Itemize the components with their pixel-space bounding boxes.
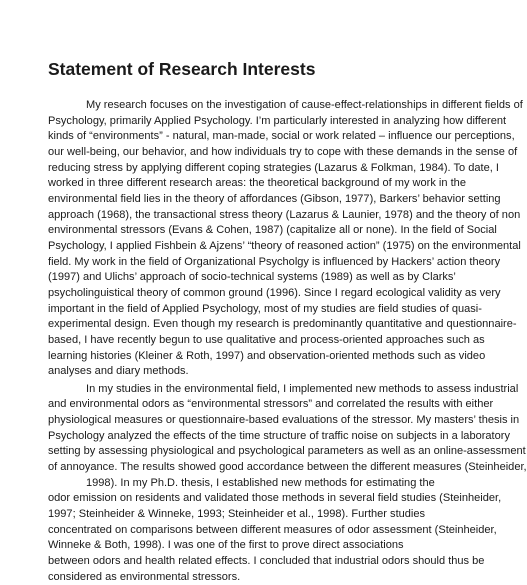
text-line: psycholinguistical theory of common ground (1996). Since I regard ecological validity as very <box>48 286 501 299</box>
text-line: field. My work in the field of Organizational Psycholgy is influenced by Hackers’ action theory <box>48 255 501 268</box>
text-line: Psychology, I applied Fishbein & Ajzens’ “theory of reasoned action” (1975) on the environmental <box>48 239 521 252</box>
text-line: experimental design. Even though my research is predominantly quantitative and questionnaire- <box>48 318 517 331</box>
text-line: and environmental odors as “environmental stressors” and correlated the results with either <box>48 398 494 411</box>
text-line: between odors and health related effects. I concluded that industrial odors should thus be <box>48 555 485 568</box>
text-line: based, I have recently begun to use qualitative and process-oriented approaches such as <box>48 333 485 346</box>
text-line: Psychology analyzed the effects of the time structure of traffic noise on subjects in a laboratory <box>48 429 510 442</box>
text-line: important in the field of Applied Psychology, most of my studies are field studies of quasi- <box>48 302 482 315</box>
text-line: Winneke & Both, 1998). I was one of the first to prove direct associations <box>48 539 404 552</box>
text-line: My research focuses on the investigation of cause-effect-relationships in different fields of <box>86 99 523 111</box>
text-line: approach (1968), the transactional stress theory (Lazarus & Launier, 1978) and the theory of non <box>48 208 521 221</box>
paragraph-environmental-studies <box>48 382 527 585</box>
text-line: setting by assessing physiological and psychological parameters as well as an online-assessment <box>48 445 526 458</box>
text-line: our well-being, our behavior, and how individuals try to cope with these demands in the sense of <box>48 145 518 158</box>
text-line: environmental stressors (Evans & Cohen, 1987) (capitalize all or none). In the field of Social <box>48 224 497 237</box>
text-line: analyses and diary methods. <box>48 365 189 378</box>
text-line: worked in three different research areas: the theoretical background of my work in the <box>48 177 466 190</box>
text-line: kinds of “environments” - natural, man-made, social or work related – influence our perceptions, <box>48 130 515 143</box>
paragraph-research-focus <box>48 98 523 380</box>
text-line: environmental field lies in the theory of affordances (Gibson, 1977), Barkers’ behavior setting <box>48 192 501 205</box>
text-line: physiological measures or questionnaire-based evaluations of the stressor. My masters’ thesis in <box>48 414 520 427</box>
text-line: considered as environmental stressors. <box>48 570 241 583</box>
text-line: learning histories (Kleiner & Roth, 1997) and observation-oriented methods such as video <box>48 349 486 362</box>
text-line: Psychology, primarily Applied Psychology. I’m particularly interested in analyzing how different <box>48 114 507 127</box>
text-line: (1997) and Ulichs’ approach of socio-technical systems (1989) as well as by Clarks’ <box>48 271 456 284</box>
text-line: 1997; Steinheider & Winneke, 1993; Steinheider et al., 1998). Further studies <box>48 508 426 521</box>
text-line: concentrated on comparisons between different measures of odor assessment (Steinheider, <box>48 523 497 536</box>
text-line: 1998). In my Ph.D. thesis, I established new methods for estimating the <box>86 476 435 489</box>
text-line: odor emission on residents and validated those methods in several field studies (Steinheider, <box>48 492 502 505</box>
document-title: Statement of Research Interests <box>48 59 316 79</box>
text-line: reducing stress by applying different coping strategies (Lazarus & Folkman, 1984). To date, I <box>48 161 499 174</box>
text-line: In my studies in the environmental field, I implemented new methods to assess industrial <box>86 382 519 395</box>
text-line: of annoyance. The results showed good accordance between the different measures (Steinheider, <box>48 461 527 474</box>
